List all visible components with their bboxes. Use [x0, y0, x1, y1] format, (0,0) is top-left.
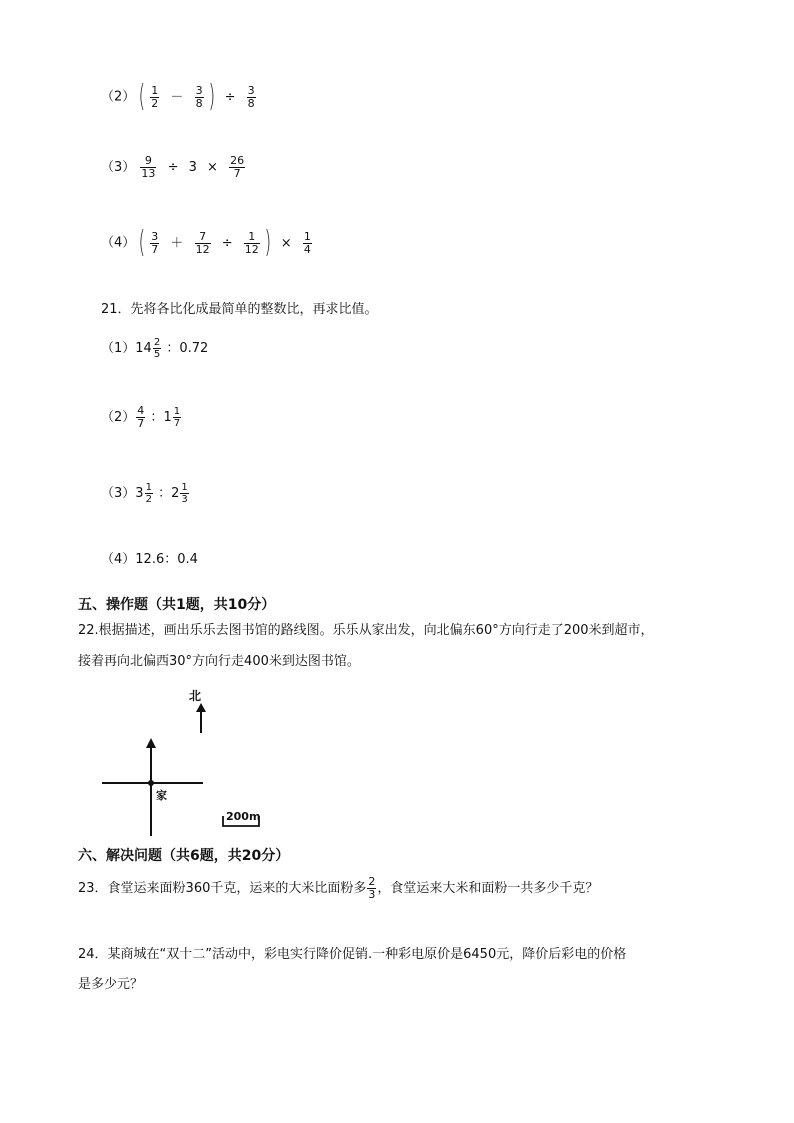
question-24-line-2: 是多少元？: [78, 977, 144, 992]
fraction: $\frac{1}{4}$: [303, 229, 311, 256]
fraction: $\frac{1}{12}$: [244, 229, 259, 256]
vertical-axis-arrow-head: [146, 738, 156, 748]
q21-part-1: （1） 14 $\frac{2}{5}$ ：0.72: [101, 337, 209, 360]
q21-part-3: （3） 3 $\frac{1}{2}$ ： 2 $\frac{1}{3}$: [101, 482, 188, 505]
mixed-number: 2 $\frac{1}{3}$: [171, 482, 188, 505]
question-22-line-2: 接着再向北偏西30°方向行走400米到达图书馆。: [78, 654, 360, 669]
mixed-number: 1 $\frac{1}{7}$: [163, 406, 181, 429]
left-paren: (: [139, 225, 146, 260]
right-paren: ): [264, 225, 271, 260]
fraction: $\frac{9}{13}$: [141, 154, 156, 180]
question-24-line-1: 24．某商城在“双十二”活动中，彩电实行降价促销.一种彩电原价是6450元，降价后彩电的价格: [78, 947, 627, 962]
home-point: [148, 780, 154, 786]
section-6-heading: 六、解决问题（共6题，共20分）: [78, 848, 290, 864]
scale-label: 200m: [226, 810, 261, 823]
fraction: $\frac{26}{7}$: [230, 154, 245, 180]
north-arrow-head: [196, 703, 206, 712]
right-paren: ): [208, 79, 215, 114]
left-paren: (: [139, 79, 146, 114]
mixed-number: 14 $\frac{2}{5}$: [135, 337, 161, 360]
calc-item-4: （4） ( $\frac{3}{7}$ ＋ $\frac{7}{12}$ ÷ $\frac{1}{12}$ ) × $\frac{1}{4}$: [101, 225, 311, 260]
route-diagram: [95, 683, 295, 843]
question-23: 23．食堂运来面粉360千克，运来的大米比面粉多 $\frac{2}{3}$ ，食堂运来大米和面粉一共多少千克？: [78, 875, 599, 901]
fraction: $\frac{4}{7}$: [137, 404, 145, 430]
mixed-number: 3 $\frac{1}{2}$: [135, 482, 152, 505]
question-22-line-1: 22.根据描述，画出乐乐去图书馆的路线图。乐乐从家出发，向北偏东60°方向行走了200米到超市，: [78, 623, 654, 638]
fraction: $\frac{1}{2}$: [151, 83, 159, 110]
q21-part-2: （2） $\frac{4}{7}$ ： 1 $\frac{1}{7}$: [101, 404, 181, 430]
fraction: $\frac{2}{3}$: [368, 875, 376, 901]
fraction: $\frac{3}{8}$: [195, 83, 203, 110]
fraction: $\frac{3}{7}$: [151, 229, 159, 256]
calc-item-2: （2） ( $\frac{1}{2}$ － $\frac{3}{8}$ ) ÷ $\frac{3}{8}$: [101, 79, 255, 114]
north-label: 北: [189, 689, 202, 703]
calc-item-3: （3） $\frac{9}{13}$ ÷ 3 × $\frac{26}{7}$: [101, 154, 245, 180]
fraction: $\frac{7}{12}$: [195, 229, 210, 256]
q21-part-4: （4）12.6：0.4: [101, 552, 198, 567]
home-label: 家: [156, 789, 167, 802]
fraction: $\frac{3}{8}$: [247, 83, 255, 110]
section-5-heading: 五、操作题（共1题，共10分）: [78, 597, 276, 613]
question-21-title: 21．先将各比化成最简单的整数比，再求比值。: [101, 302, 378, 317]
